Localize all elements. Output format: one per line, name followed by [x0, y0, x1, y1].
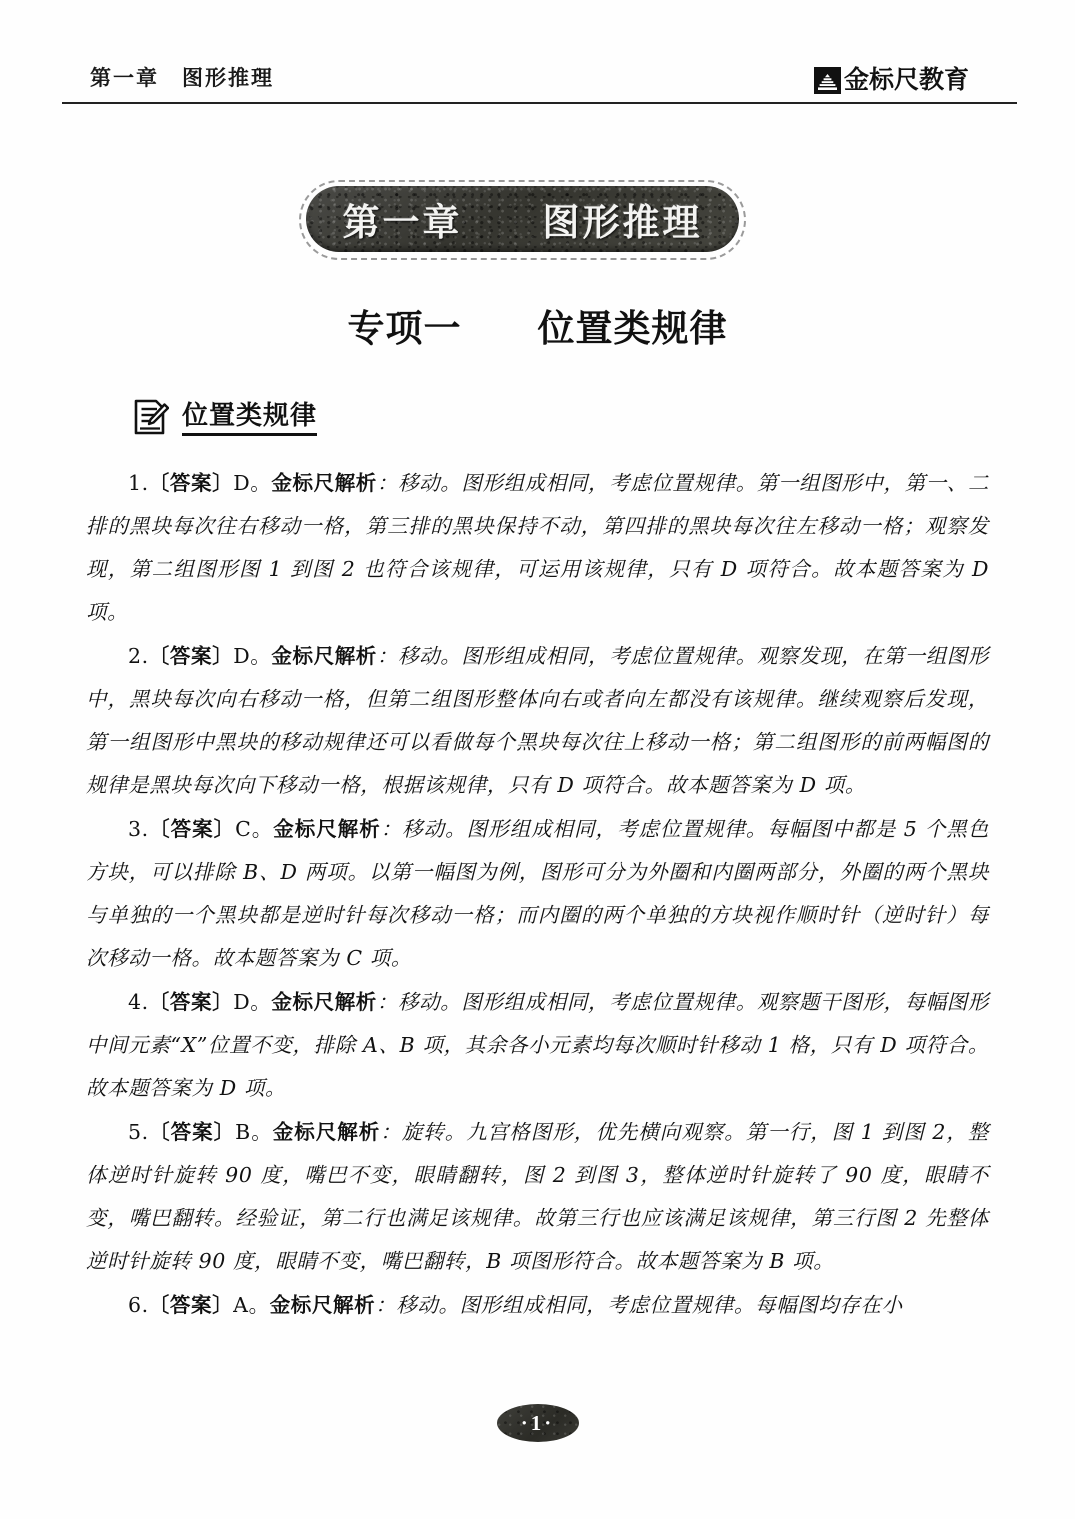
page-number [0, 1404, 1075, 1442]
chapter-banner-title: 第一章 图形推理 [342, 203, 703, 244]
answer-choice: B [235, 1120, 251, 1144]
answer-text: ：移动。图形组成相同，考虑位置规律。观察题干图形，每幅图形中间元素“X”位置不变，排除 A、B 项，其余各小元素均每次顺时针移动 1 格，只有 D 项符合。故本题答案为 D 项。 [86, 990, 990, 1100]
pyramid-icon [814, 67, 841, 94]
answer-item: 5.〔答案〕B。金标尺解析：旋转。九宫格图形，优先横向观察。第一行，图 1 到图 2，整体逆时针旋转 90 度，嘴巴不变，眼睛翻转，图 2 到图 3，整体逆时针旋转了 90 度，眼睛不变，嘴巴翻转。经验证，第二行也满足该规律。故第三行也应该满足该规律，第三行图 2 先整体逆时针旋转 90 度，眼睛不变，嘴巴翻转，B 项图形符合。故本题答案为 B 项。 [86, 1120, 990, 1273]
note-pencil-icon [133, 398, 169, 436]
answer-explanations [86, 462, 989, 1328]
answer-choice: D [233, 471, 251, 495]
answer-choice: A [233, 1293, 249, 1317]
answer-tag: 〔答案〕 [148, 644, 234, 668]
analysis-tag: 金标尺解析 [271, 644, 377, 668]
page-number-value: ·1· [497, 1404, 579, 1442]
answer-item: 2.〔答案〕D。金标尺解析：移动。图形组成相同，考虑位置规律。观察发现，在第一组图形中，黑块每次向右移动一格，但第二组图形整体向右或者向左都没有该规律。继续观察后发现，第一组图形中黑块的移动规律还可以看做每个黑块每次往上移动一格；第二组图形的前两幅图的规律是黑块每次向下移动一格，根据该规律，只有 D 项符合。故本题答案为 D 项。 [86, 644, 990, 797]
answer-number: 1. [128, 471, 149, 495]
answer-item: 6.〔答案〕A。金标尺解析：移动。图形组成相同，考虑位置规律。每幅图均存在小 [128, 1293, 903, 1317]
answer-text: ：旋转。九宫格图形，优先横向观察。第一行，图 1 到图 2，整体逆时针旋转 90 度，嘴巴不变，眼睛翻转，图 2 到图 3，整体逆时针旋转了 90 度，眼睛不变，嘴巴翻转。经验证，第二行也满足该规律。故第三行也应该满足该规律，第三行图 2 先整体逆时针旋转 90 度，眼睛不变，嘴巴翻转，B 项图形符合。故本题答案为 B 项。 [86, 1120, 990, 1273]
answer-item: 1.〔答案〕D。金标尺解析：移动。图形组成相同，考虑位置规律。第一组图形中，第一、二排的黑块每次往右移动一格，第三排的黑块保持不动，第四排的黑块每次往左移动一格；观察发现，第二组图形图 1 到图 2 也符合该规律，可运用该规律，只有 D 项符合。故本题答案为 D 项。 [86, 471, 990, 624]
answer-text: ：移动。图形组成相同，考虑位置规律。每幅图中都是 5 个黑色方块，可以排除 B、D 两项。以第一幅图为例，图形可分为外圈和内圈两部分，外圈的两个黑块与单独的一个黑块都是逆时针每次移动一格；而内圈的两个单独的方块视作顺时针（逆时针）每次移动一格。故本题答案为 C 项。 [86, 817, 990, 970]
analysis-tag: 金标尺解析 [269, 1293, 376, 1317]
answer-choice: C [235, 817, 252, 841]
running-header [62, 60, 1017, 112]
answer-tag: 〔答案〕 [148, 471, 234, 495]
answer-tag: 〔答案〕 [148, 1293, 234, 1317]
answer-number: 6. [128, 1293, 149, 1317]
chapter-banner [299, 180, 746, 260]
answer-number: 3. [128, 817, 149, 841]
analysis-tag: 金标尺解析 [272, 1120, 381, 1144]
answer-item: 4.〔答案〕D。金标尺解析：移动。图形组成相同，考虑位置规律。观察题干图形，每幅图形中间元素“X”位置不变，排除 A、B 项，其余各小元素均每次顺时针移动 1 格，只有 D 项符合。故本题答案为 D 项。 [86, 990, 990, 1100]
brand-logo [814, 64, 969, 96]
answer-text: ：移动。图形组成相同，考虑位置规律。第一组图形中，第一、二排的黑块每次往右移动一格，第三排的黑块保持不动，第四排的黑块每次往左移动一格；观察发现，第二组图形图 1 到图 2 也符合该规律，可运用该规律，只有 D 项符合。故本题答案为 D 项。 [86, 471, 990, 624]
answer-number: 4. [128, 990, 149, 1014]
answer-number: 5. [128, 1120, 149, 1144]
answer-number: 2. [128, 644, 149, 668]
answer-item: 3.〔答案〕C。金标尺解析：移动。图形组成相同，考虑位置规律。每幅图中都是 5 个黑色方块，可以排除 B、D 两项。以第一幅图为例，图形可分为外圈和内圈两部分，外圈的两个黑块与单独的一个黑块都是逆时针每次移动一格；而内圈的两个单独的方块视作顺时针（逆时针）每次移动一格。故本题答案为 C 项。 [86, 817, 990, 970]
section-title: 专项一 位置类规律 [347, 308, 728, 349]
running-header-chapter-label: 第一章 图形推理 [90, 66, 274, 90]
analysis-tag: 金标尺解析 [271, 990, 377, 1014]
answer-text: ：移动。图形组成相同，考虑位置规律。观察发现，在第一组图形中，黑块每次向右移动一格，但第二组图形整体向右或者向左都没有该规律。继续观察后发现，第一组图形中黑块的移动规律还可以看做每个黑块每次往上移动一格；第二组图形的前两幅图的规律是黑块每次向下移动一格，根据该规律，只有 D 项符合。故本题答案为 D 项。 [86, 644, 990, 797]
answer-tag: 〔答案〕 [148, 990, 234, 1014]
answer-text: ：移动。图形组成相同，考虑位置规律。每幅图均存在小 [375, 1293, 903, 1317]
analysis-tag: 金标尺解析 [273, 817, 381, 841]
answer-choice: D [233, 644, 251, 668]
answer-tag: 〔答案〕 [148, 817, 236, 841]
brand-name: 金标尺教育 [843, 65, 969, 94]
header-divider [62, 102, 1017, 104]
subsection-label: 位置类规律 [182, 400, 317, 436]
answer-tag: 〔答案〕 [148, 1120, 236, 1144]
chapter-banner-body [306, 186, 739, 252]
subsection-heading [133, 398, 317, 436]
analysis-tag: 金标尺解析 [271, 471, 377, 495]
answer-choice: D [233, 990, 251, 1014]
